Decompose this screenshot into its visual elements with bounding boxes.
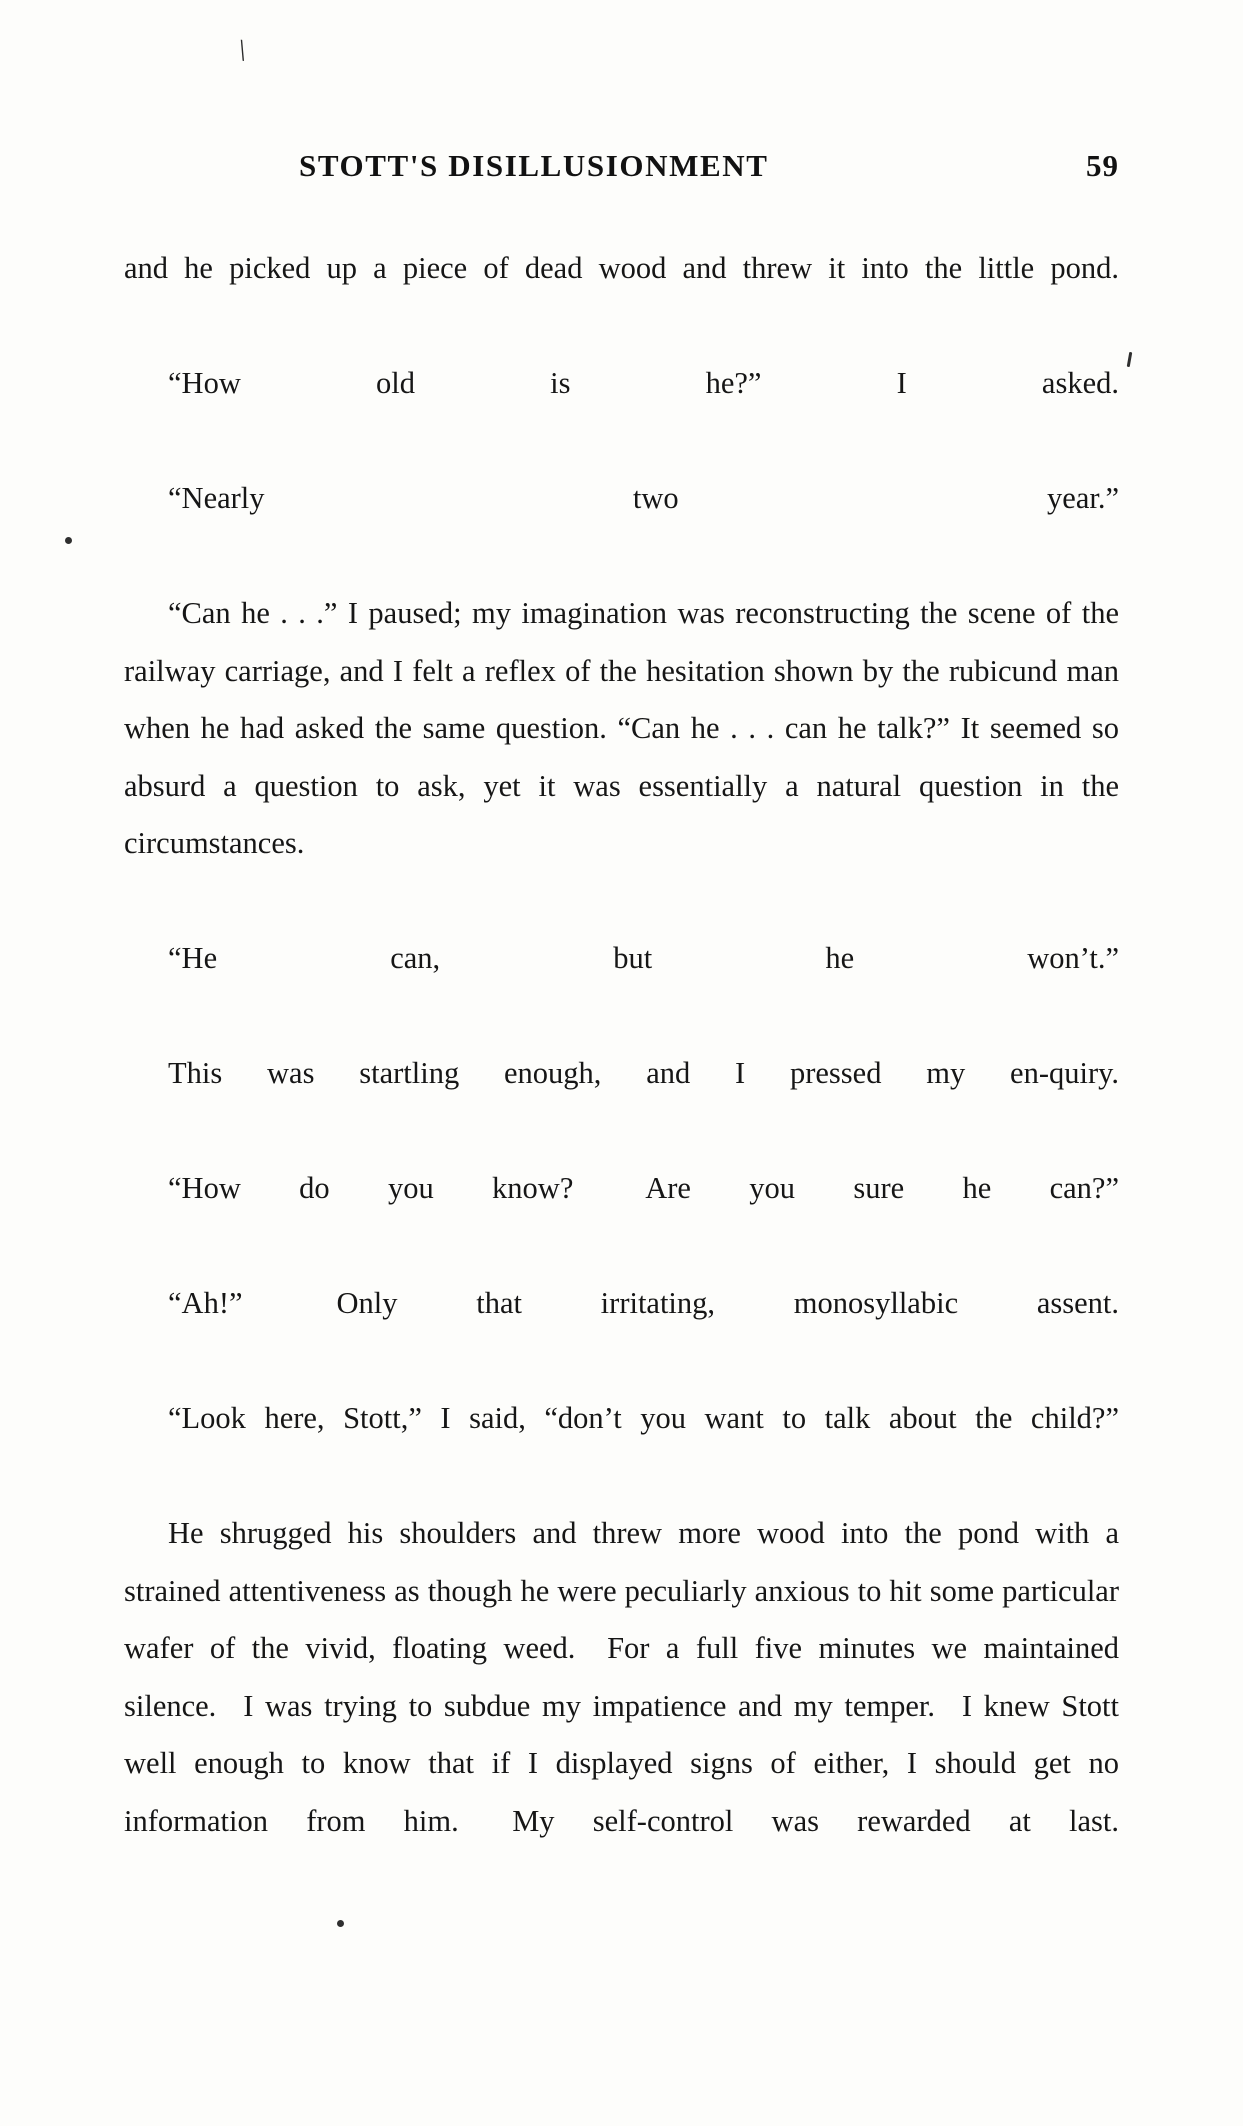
running-head [124,148,1119,184]
ink-speck-bottom-icon [337,1920,344,1927]
ink-speck-right-icon [1127,352,1133,367]
paragraph: He shrugged his shoulders and threw more wood into the pond with a strained attentiveness as though he were peculiarly anxious to hit some particular wafer of the vivid, floating weed. For a full five minutes we maintained silence. I was trying to subdue my impatience and my temper. I knew Stott well enough to know that if I displayed signs of either, I should get no information from him. My self-control was rewarded at last. [124,1516,1119,1838]
paragraph: “How do you know? Are you sure he can?” [168,1171,1119,1205]
body-text [124,240,1119,1908]
ink-speck-left-icon [65,537,72,544]
pen-stroke-mark-icon: \ [234,33,251,68]
page-title: STOTT'S DISILLUSIONMENT [299,148,769,183]
paragraph: “Ah!” Only that irritating, monosyllabic assent. [168,1286,1119,1320]
paragraph: “Can he . . .” I paused; my imagination was reconstructing the scene of the railway carriage, and I felt a reflex of the hesitation shown by the rubicund man when he had asked the same question. “Can he . . . can he talk?” It seemed so absurd a question to ask, yet it was essentially a natural question in the circumstances. [124,596,1119,860]
paragraph: “Nearly two year.” [168,481,1119,515]
paragraph: This was startling enough, and I pressed my en-quiry. [168,1056,1119,1090]
paragraph: “He can, but he won’t.” [168,941,1119,975]
paragraph: “How old is he?” I asked. [168,366,1119,400]
paragraph: and he picked up a piece of dead wood and threw it into the little pond. [124,251,1119,285]
paragraph: “Look here, Stott,” I said, “don’t you want to talk about the child?” [168,1401,1119,1435]
page-number: 59 [1086,148,1119,183]
